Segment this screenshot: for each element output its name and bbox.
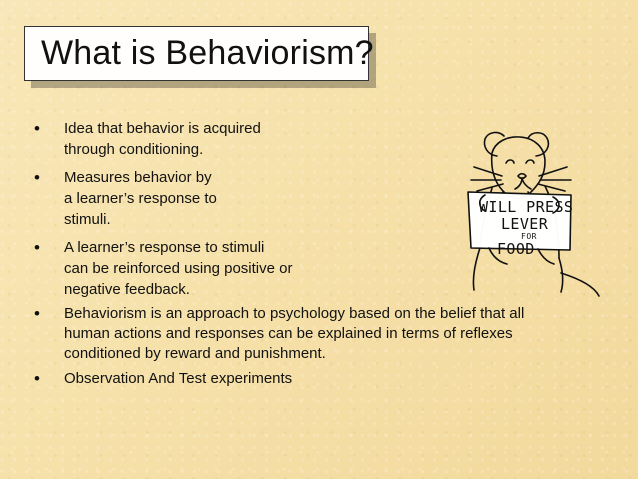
rat-tail (561, 273, 599, 296)
bullet-line: can be reinforced using positive or (64, 260, 293, 277)
bullet-item (32, 368, 597, 389)
bullet-line: • Observation And Test experiments (64, 370, 293, 387)
rat-head (492, 137, 545, 198)
rat-mouth (515, 178, 522, 189)
rat-whiskers-left (471, 167, 503, 191)
sign-text-lever: LEVER (501, 215, 549, 233)
page-title: What is Behaviorism? (41, 34, 374, 72)
sign-text-food: FOOD (497, 240, 535, 258)
bullet-line: negative feedback. (64, 281, 190, 298)
bullet-line: human actions and responses can be explained in terms of reflexes (64, 325, 513, 342)
bullet-line: stimuli. (64, 211, 111, 228)
title-box (24, 26, 374, 81)
rat-left-side (473, 248, 480, 290)
rat-sign-illustration (443, 128, 603, 298)
bullet-line: • Measures behavior by (64, 169, 212, 186)
bullet-line: • Behaviorism is an approach to psychology based on the belief that all (64, 305, 525, 322)
rat-left-ear (485, 132, 505, 156)
bullet-line: through conditioning. (64, 141, 204, 158)
rat-mouth-right (522, 178, 531, 189)
rat-eye-left (506, 160, 514, 163)
bullet-line: conditioned by reward and punishment. (64, 345, 326, 362)
rat-eye-right (526, 160, 534, 163)
sign-text-for: FOR (521, 232, 537, 241)
rat-right-side (559, 258, 563, 292)
rat-whiskers-right (538, 167, 571, 191)
sign-text-will-press: WILL PRESS (479, 198, 574, 216)
bullet-line: • Idea that behavior is acquired (64, 120, 261, 137)
bullet-line: a learner’s response to (64, 190, 217, 207)
bullet-line: • A learner’s response to stimuli (64, 239, 265, 256)
bullet-item (32, 304, 594, 364)
